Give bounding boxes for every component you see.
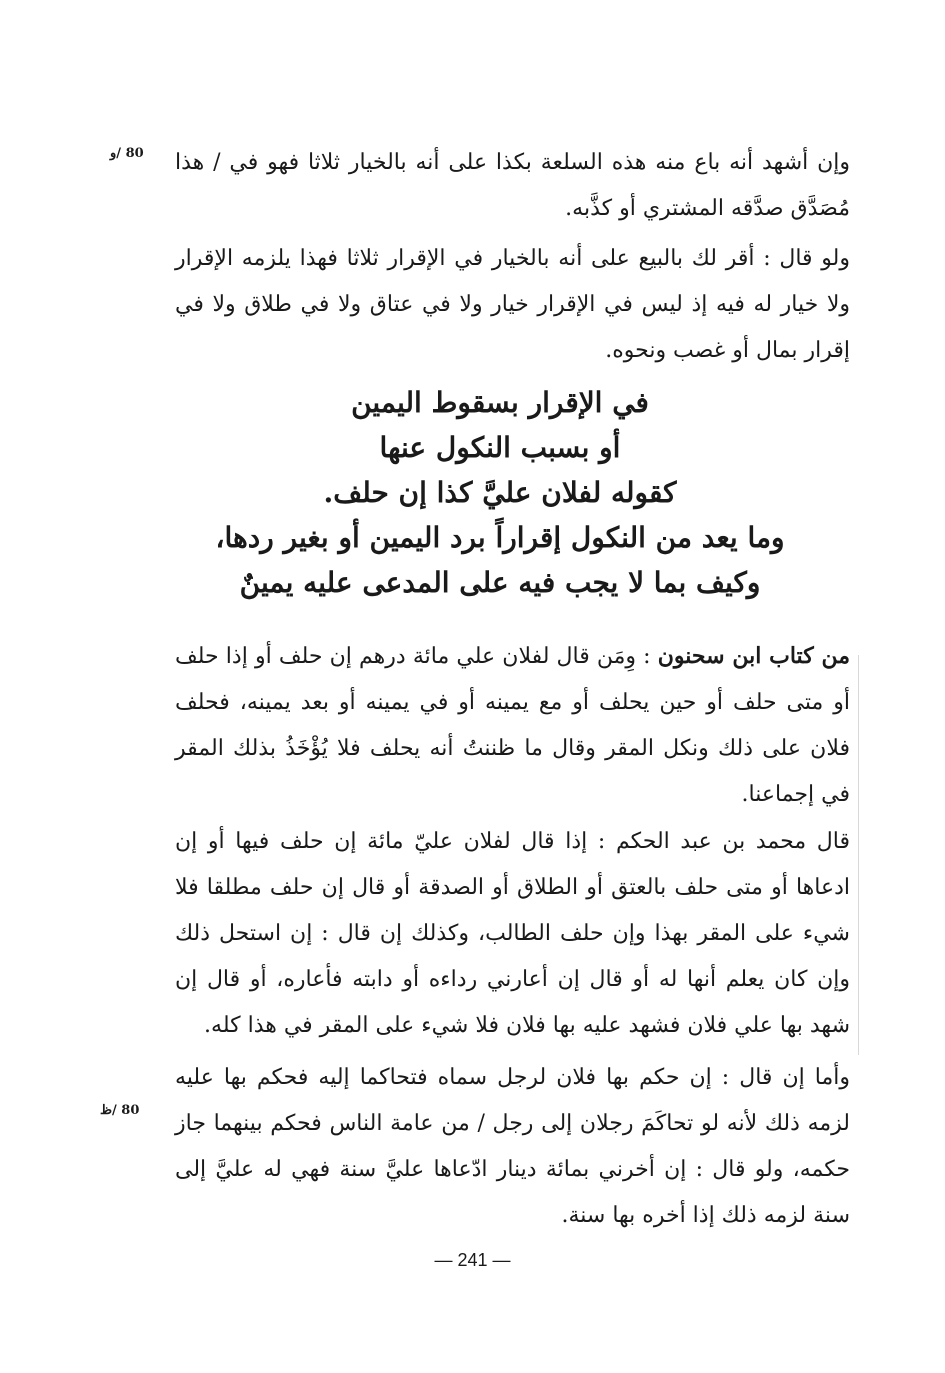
paragraph-ibn-abd-al-hakam: قال محمد بن عبد الحكم : إذا قال لفلان عليّ مائة إن حلف فيها أو إن ادعاها أو متى حلف بالعتق أو الطلاق أو الصدقة أو قال إن حلف مطلقا فلا شيء على المقر بهذا وإن حلف الطالب، وكذلك إن قال : إن استحل ذلك وإن كان يعلم أنها له أو قال إن أعارني رداءه أو دابته فأعاره، أو قال إن شهد بها علي فلان فشهد عليه بها فلان فلا شيء على المقر في هذا كله. <box>175 829 850 1038</box>
paragraph-ibn-sahnun <box>175 633 850 818</box>
margin-folio-note-recto: 80 /و <box>110 146 144 161</box>
heading-line-1: في الإقرار بسقوط اليمين <box>351 386 649 419</box>
paragraph-acknowledgment-option: ولو قال : أقر لك بالبيع على أنه بالخيار في الإقرار ثلاثا فهذا يلزمه الإقرار ولا خيار له فيه إذ ليس في الإقرار خيار ولا في عتاق ولا في طلاق ولا في إقرار بمال أو غصب ونحوه. <box>175 246 850 363</box>
heading-line-4: وما يعد من النكول إقراراً برد اليمين أو بغير ردها، <box>215 521 785 554</box>
heading-line-5: وكيف بما لا يجب فيه على المدعى عليه يمينٌ <box>239 566 761 599</box>
heading-line-3: كقوله لفلان عليَّ كذا إن حلف. <box>323 476 677 509</box>
section-heading <box>200 380 800 605</box>
paragraph-ibn-sahnun-text: : وِمَن قال لفلان علي مائة درهم إن حلف أو إذا حلف أو متى حلف أو حين يحلف أو مع يمينه أو في يمينه أو بعد يمينه، فحلف فلان على ذلك ونكل المقر وقال ما ظننتُ أنه يحلف فلا يُؤْخَذُ بذلك المقر في إجماعنا. <box>175 644 850 807</box>
margin-folio-note-verso: 80 /ظ <box>100 1103 140 1118</box>
margin-rule <box>858 655 859 1055</box>
paragraph-sale-option-witness: وإن أشهد أنه باع منه هذه السلعة بكذا على أنه بالخيار ثلاثا فهو في / هذا مُصَدَّق صدَّقه المشتري أو كذَّبه. <box>175 150 850 221</box>
page-number: — 241 — <box>434 1250 511 1270</box>
paragraph-arbitration: وأما إن قال : إن حكم بها فلان لرجل سماه فتحاكما إليه فحكم بها عليه لزمه ذلك لأنه لو تحاكَمَ رجلان إلى رجل / من عامة الناس فحكم بينهما جاز حكمه، ولو قال : إن أخرني بمائة دينار ادّعاها عليَّ سنة فهي له عليَّ إلى سنة لزمه ذلك إذا أخره بها سنة. <box>175 1065 850 1228</box>
source-citation: من كتاب ابن سحنون <box>657 643 851 669</box>
heading-line-2: أو بسبب النكول عنها <box>379 431 621 464</box>
